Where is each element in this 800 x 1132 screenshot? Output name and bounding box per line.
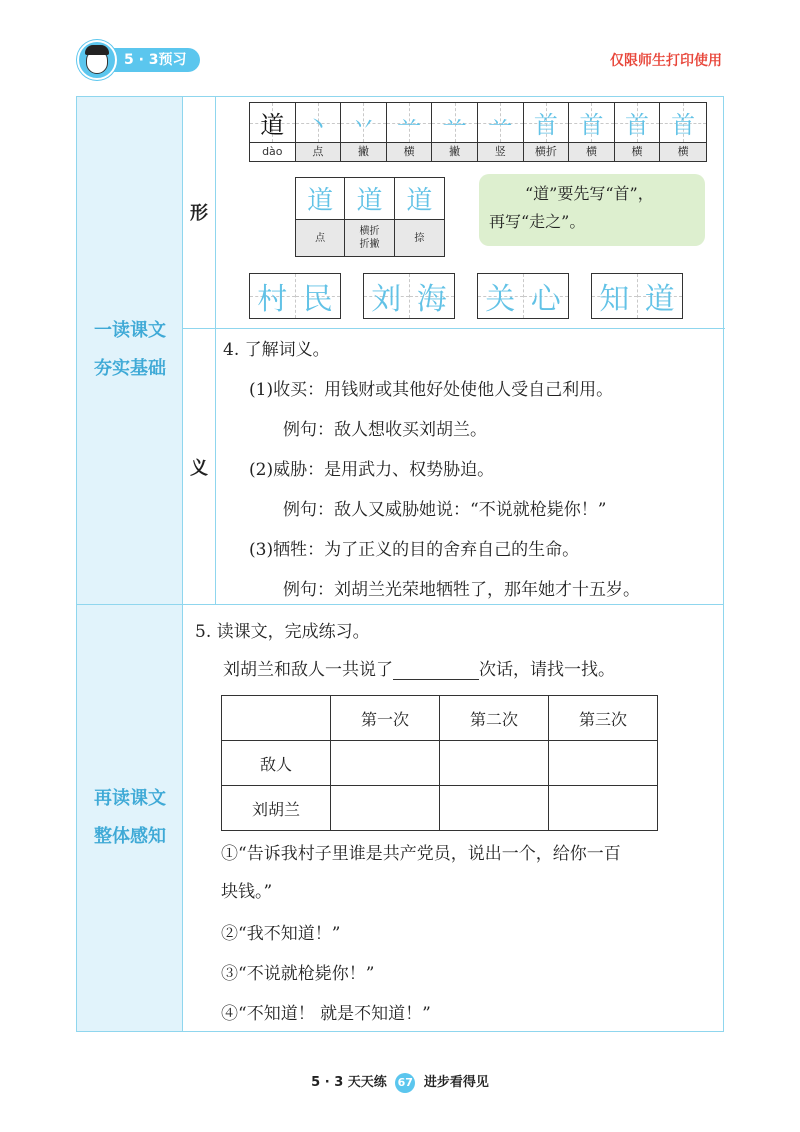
table-header: 第二次 — [440, 696, 549, 741]
stroke-step: 道 — [307, 186, 334, 216]
stroke-step: 首 — [671, 111, 696, 139]
section2-title-2: 整体感知 — [94, 826, 166, 847]
stroke-step: 䒑 — [397, 111, 422, 139]
word-char: 村 — [257, 282, 288, 317]
answer-cell[interactable] — [331, 786, 440, 831]
table-header: 第一次 — [331, 696, 440, 741]
note-line-1: “道”要先写“首”， — [525, 184, 654, 203]
print-notice: 仅限师生打印使用 — [610, 53, 722, 69]
q5-title: 5. 读课文，完成练习。 — [195, 622, 370, 642]
q4-title: 4. 了解词义。 — [223, 340, 330, 360]
word-char: 关 — [485, 282, 516, 317]
writing-tip-note — [479, 174, 705, 246]
q5-prompt-b: 次话，请找一找。 — [479, 660, 615, 680]
sub-column-line — [215, 97, 216, 604]
stroke-step: 䒑 — [442, 111, 467, 139]
table-row-label: 刘胡兰 — [222, 786, 331, 831]
quote-1: ①“告诉我村子里谁是共产党员，说出一个，给你一百 — [221, 844, 621, 864]
stroke-step: 道 — [406, 186, 433, 216]
stroke-name: 撇 — [432, 143, 477, 161]
footer-right: 进步看得见 — [423, 1075, 489, 1090]
stroke-step: 丶 — [305, 111, 330, 139]
stroke-name: 捺 — [395, 220, 444, 256]
q5-prompt-a: 刘胡兰和敌人一共说了 — [223, 660, 393, 680]
word-char: 知 — [599, 282, 630, 317]
stroke-name: 横 — [615, 143, 660, 161]
q5-prompt — [223, 655, 615, 680]
table-row-label: 敌人 — [222, 741, 331, 786]
answer-cell[interactable] — [440, 741, 549, 786]
stroke-step: 首 — [533, 111, 558, 139]
stroke-step: 道 — [356, 186, 383, 216]
worksheet-frame — [76, 96, 724, 1032]
quote-4: ④“不知道！ 就是不知道！” — [221, 1004, 431, 1024]
stroke-main-char: 道 — [260, 111, 285, 139]
stroke-step: 丷 — [351, 111, 376, 139]
stroke-step: 首 — [579, 111, 604, 139]
q4-def-3: (3)牺牲：为了正义的目的舍弃自己的生命。 — [249, 540, 580, 560]
footer — [0, 1071, 800, 1093]
dialogue-table — [221, 695, 658, 831]
answer-cell[interactable] — [549, 741, 658, 786]
form-label: 形 — [190, 203, 208, 224]
stroke-name: 横 — [660, 143, 706, 161]
word-char: 道 — [644, 282, 675, 317]
q4-example-1: 例句：敌人想收买刘胡兰。 — [283, 420, 487, 440]
word-practice-row — [249, 273, 683, 319]
mascot-avatar-icon — [77, 40, 117, 80]
q4-def-2: (2)威胁：是用武力、权势胁迫。 — [249, 460, 495, 480]
meaning-label: 义 — [190, 458, 208, 479]
word-char: 民 — [302, 282, 333, 317]
stroke-name: 竖 — [478, 143, 523, 161]
side-column — [77, 97, 183, 1031]
word-box — [591, 273, 683, 319]
section1-title-2: 夯实基础 — [94, 358, 166, 379]
divider-sections — [77, 604, 723, 605]
word-char: 刘 — [371, 282, 402, 317]
quote-2: ②“我不知道！” — [221, 924, 341, 944]
stroke-name: 横 — [569, 143, 614, 161]
quote-1-cont: 块钱。” — [221, 882, 273, 902]
quote-3: ③“不说就枪毙你！” — [221, 964, 375, 984]
header-badge: 5 · 3预习单 — [98, 48, 200, 72]
stroke-name: 点 — [296, 143, 341, 161]
word-box — [249, 273, 341, 319]
q4-example-2: 例句：敌人又威胁她说：“不说就枪毙你！” — [283, 500, 607, 520]
stroke-step: 䒑 — [488, 111, 513, 139]
answer-blank[interactable] — [393, 661, 479, 680]
table-header: 第三次 — [549, 696, 658, 741]
answer-cell[interactable] — [549, 786, 658, 831]
section1-title-1: 一读课文 — [94, 320, 166, 341]
stroke-order-strip — [249, 102, 707, 162]
answer-cell[interactable] — [331, 741, 440, 786]
stroke-name: 横折 — [524, 143, 569, 161]
stroke-name: 横 — [387, 143, 432, 161]
stroke-name: 横折 折撇 — [345, 220, 393, 256]
word-box — [363, 273, 455, 319]
note-line-2: 再写“走之”。 — [489, 212, 586, 231]
word-char: 心 — [530, 282, 561, 317]
stroke-order-strip-2 — [295, 177, 445, 257]
answer-cell[interactable] — [440, 786, 549, 831]
stroke-name: 撇 — [341, 143, 386, 161]
word-box — [477, 273, 569, 319]
q4-example-3: 例句：刘胡兰光荣地牺牲了，那年她才十五岁。 — [283, 580, 640, 600]
page-number: 67 — [395, 1073, 415, 1093]
stroke-step: 首 — [625, 111, 650, 139]
divider-form-meaning — [183, 328, 725, 329]
word-char: 海 — [416, 282, 447, 317]
section2-title-1: 再读课文 — [94, 788, 166, 809]
stroke-pinyin: dào — [250, 143, 295, 161]
footer-left: 5 · 3 天天练 — [311, 1075, 387, 1090]
q4-def-1: (1)收买：用钱财或其他好处使他人受自己利用。 — [249, 380, 614, 400]
stroke-name: 点 — [296, 220, 344, 256]
